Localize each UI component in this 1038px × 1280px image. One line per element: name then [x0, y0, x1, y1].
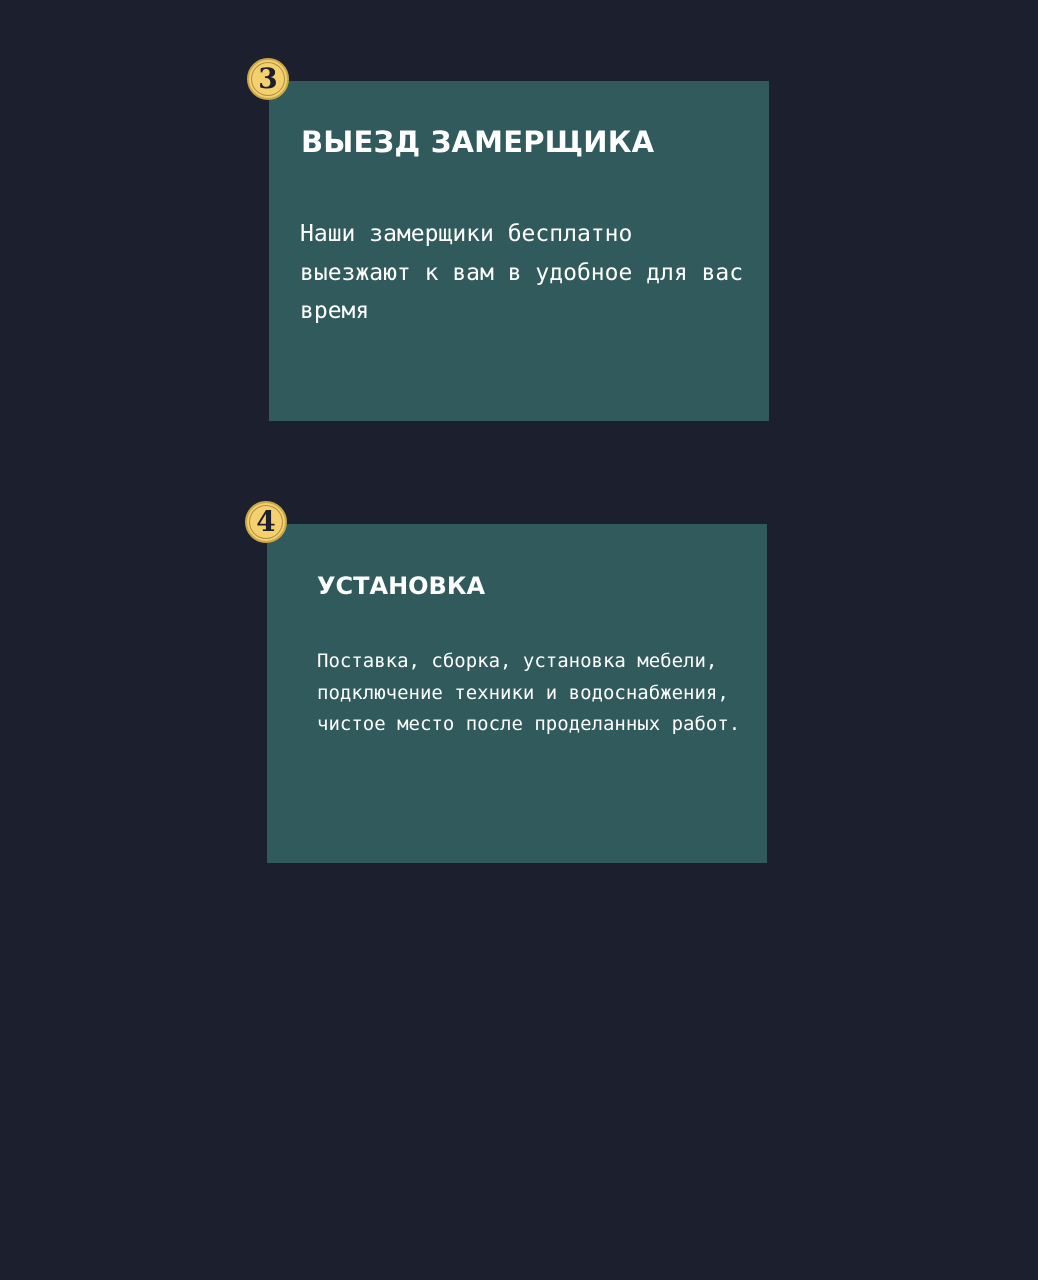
step-number-badge — [247, 58, 289, 100]
step-title: УСТАНОВКА — [317, 572, 486, 600]
step-card-measurement — [269, 81, 769, 421]
step-description: Поставка, сборка, установка мебели, подключение техники и водоснабжения, чистое место после проделанных работ. — [317, 650, 741, 735]
step-description: Наши замерщики бесплатно выезжают к вам в удобное для вас время — [300, 221, 744, 324]
step-title: ВЫЕЗД ЗАМЕРЩИКА — [301, 125, 655, 159]
step-number: 4 — [256, 505, 276, 538]
step-card-installation — [267, 524, 767, 863]
step-number-badge — [245, 501, 287, 543]
step-number: 3 — [258, 62, 278, 95]
